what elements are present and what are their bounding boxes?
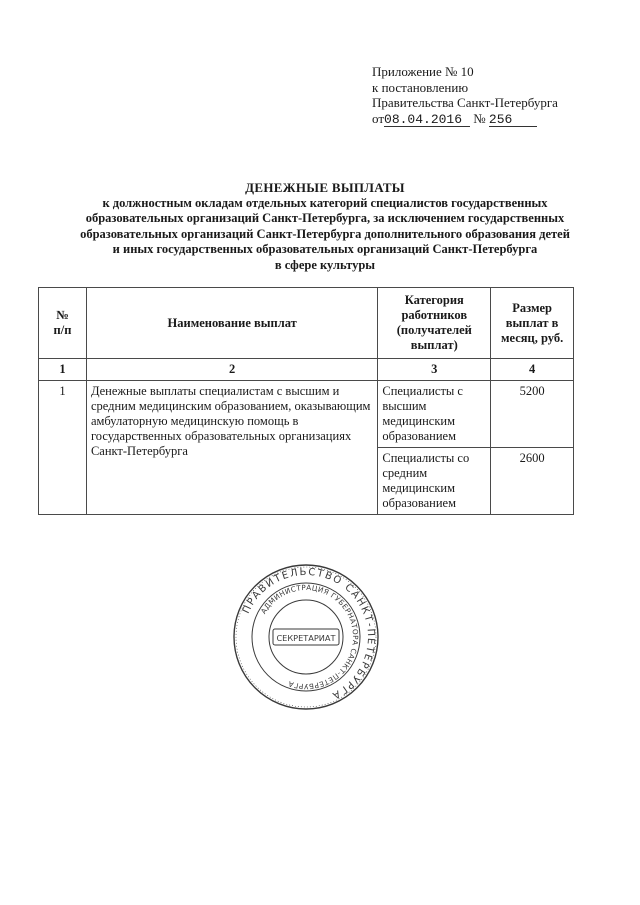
header-name: Наименование выплат xyxy=(86,288,377,359)
row-category-higher: Специалисты с высшим медицинским образованием xyxy=(378,381,491,448)
title-line-5: в сфере культуры xyxy=(274,257,376,272)
header-category: Категория работников (получателей выплат) xyxy=(378,288,491,359)
appendix-line-1: Приложение № 10 xyxy=(372,64,474,79)
seal-inner-text: АДМИНИСТРАЦИЯ ГУБЕРНАТОРА САНКТ-ПЕТЕРБУРГА xyxy=(258,582,361,692)
date-prefix: от xyxy=(372,110,385,126)
appendix-header xyxy=(372,64,572,127)
header-amount: Размер выплат в месяц, руб. xyxy=(491,288,574,359)
header-num-line-2: п/п xyxy=(53,323,72,337)
title-main: ДЕНЕЖНЫЕ ВЫПЛАТЫ xyxy=(245,180,405,195)
title-line-4: и иных государственных образовательных организаций Санкт-Петербурга xyxy=(112,242,538,256)
appendix-line-3: Правительства Санкт-Петербурга xyxy=(372,95,558,110)
title-line-3: образовательных организаций Санкт-Петербурга дополнительного образования детей xyxy=(80,226,570,241)
row-category-secondary: Специалисты со средним медицинским образованием xyxy=(378,448,491,515)
table-header-row xyxy=(39,288,574,359)
row-payment-name: Денежные выплаты специалистам с высшим и средним медицинским образованием, оказывающим амбулаторную медицинскую помощь в государственных образовательных организациях Санкт-Петербурга xyxy=(86,381,377,515)
title-line-1: к должностным окладам отдельных категорий специалистов государственных xyxy=(102,195,548,210)
column-number: 3 xyxy=(378,359,491,381)
column-number: 1 xyxy=(39,359,87,381)
column-number: 2 xyxy=(86,359,377,381)
header-num-line-1: № xyxy=(56,308,69,322)
header-num xyxy=(39,288,87,359)
seal-outer-text: ПРАВИТЕЛЬСТВО САНКТ-ПЕТЕРБУРГА xyxy=(240,566,377,702)
payments-table xyxy=(38,287,574,515)
document-date: 08.04.2016 xyxy=(384,113,470,127)
table-row xyxy=(39,381,574,448)
seal-center-text: СЕКРЕТАРИАТ xyxy=(276,633,336,643)
number-prefix: № xyxy=(473,110,486,126)
row-amount-higher: 5200 xyxy=(491,381,574,448)
document-number: 256 xyxy=(489,113,537,127)
document-title xyxy=(40,180,610,273)
appendix-line-2: к постановлению xyxy=(372,79,469,95)
row-num: 1 xyxy=(39,381,87,515)
column-number-row xyxy=(39,359,574,381)
official-seal xyxy=(232,563,380,711)
column-number: 4 xyxy=(491,359,574,381)
row-amount-secondary: 2600 xyxy=(491,448,574,515)
appendix-date-line xyxy=(372,111,572,127)
title-line-2: образовательных организаций Санкт-Петербурга, за исключением государственных xyxy=(85,211,565,225)
